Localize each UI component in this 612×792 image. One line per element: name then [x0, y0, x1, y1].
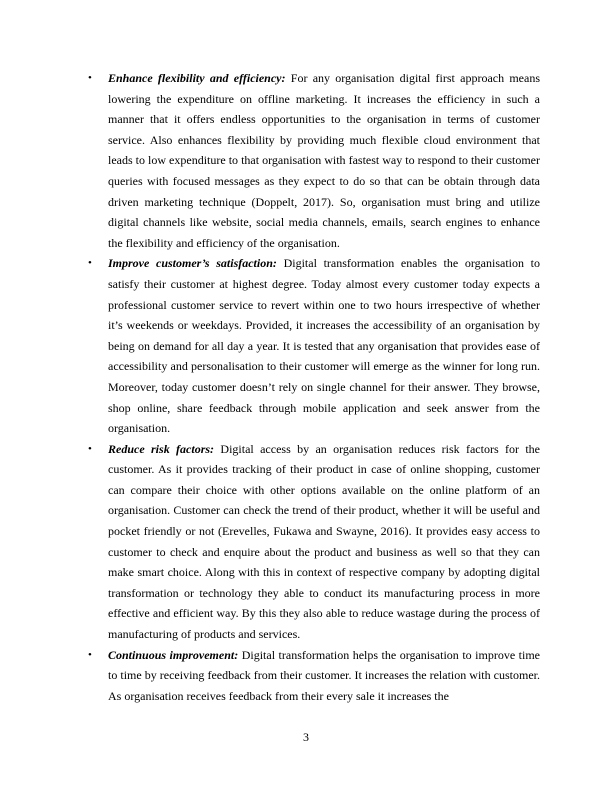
page-number: 3 [303, 730, 309, 744]
bullet-marker: • [88, 72, 92, 84]
bullet-marker: • [88, 257, 92, 270]
bullet-marker: • [88, 442, 92, 455]
bullet-item-satisfaction [88, 253, 540, 438]
bullet-heading: Enhance flexibility and efficiency: [108, 71, 286, 85]
bullet-body: Digital access by an organisation reduces risk factors for the customer. As it provides tracking of their product in case of online shopping, customer can compare their choice with other options available on the online platform of an organisation. Customer can check the trend of their product, whether it will be useful and pocket friendly or not (Erevelles, Fukawa and Swayne, 2016). It provides easy access to customer to check and enquire about the product and business as well so that they can make smart choice. Along with this in context of respective company by adopting digital transformation or technology they able to conduct its manufacturing process in more effective and efficient way. By this they also able to reduce wastage during the process of manufacturing of products and services. [108, 441, 540, 642]
bullet-item-flexibility [88, 68, 540, 253]
bullet-item-risk [88, 439, 540, 645]
bullet-list [88, 68, 540, 706]
bullet-body: Digital transformation helps the organisation to improve time to time by receiving feedback from their customer. It increases the relation with customer. As organisation receives feedback from their every sale it increases the [108, 647, 540, 703]
bullet-marker: • [88, 648, 92, 661]
bullet-heading: Reduce risk factors: [108, 441, 215, 456]
bullet-body: Digital transformation enables the organisation to satisfy their customer at highest degree. Today almost every customer today expects a professional customer service to revert within one to two hours irrespective of whether it’s weekends or weekdays. Provided, it increases the accessibility of an organisation by being on demand for all day a year. It is tested that any organisation that provides ease of accessibility and personalisation to their customer will emerge as the winner for long run. Moreover, today customer doesn’t rely on single channel for their answer. They browse, shop online, share feedback through mobile application and seek answer from the organisation. [108, 256, 540, 436]
bullet-heading: Continuous improvement: [108, 647, 239, 662]
bullet-body: For any organisation digital first approach means lowering the expenditure on offline marketing. It increases the efficiency in such a manner that it offers endless opportunities to the organisation in terms of customer service. Also enhances flexibility by providing much flexible cloud environment that leads to low expenditure to that organisation with fastest way to respond to their customer queries with focused messages as they expect to do so that can be obtain through data driven marketing technique (Doppelt, 2017). So, organisation must bring and utilize digital channels like website, social media channels, emails, search engines to enhance the flexibility and efficiency of the organisation. [108, 71, 540, 250]
bullet-heading: Improve customer’s satisfaction: [108, 256, 277, 271]
bullet-item-improvement [88, 645, 540, 707]
